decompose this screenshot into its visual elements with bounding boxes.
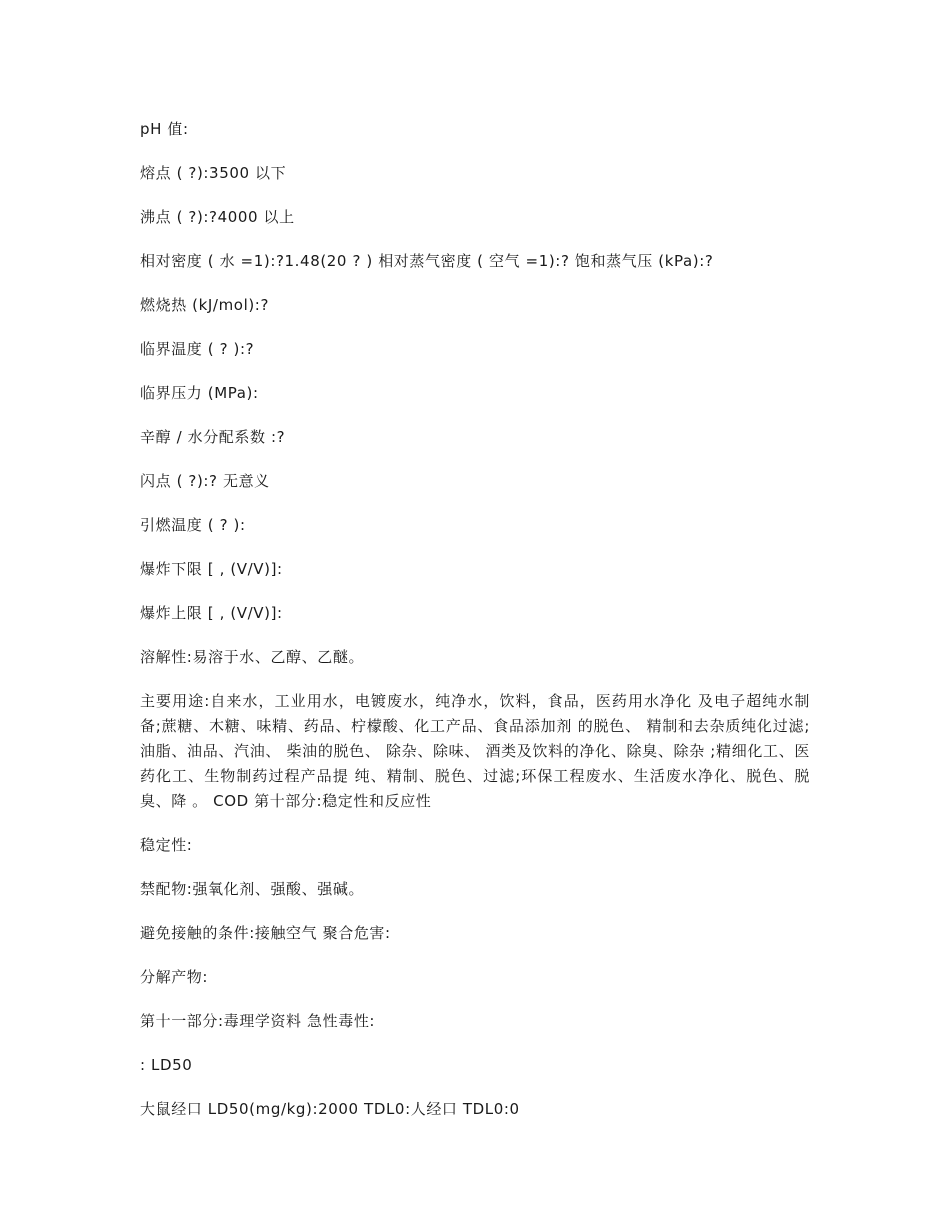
critical-pressure-line: 临界压力 (MPa): [140, 384, 259, 402]
upper-explosive-limit-line: 爆炸上限 [ , (V/V)]: [140, 604, 283, 622]
solubility-line: 溶解性:易溶于水、乙醇、乙醚。 [140, 648, 365, 666]
combustion-heat-line: 燃烧热 (kJ/mol):? [140, 296, 270, 314]
decomposition-products-line: 分解产物: [140, 968, 209, 986]
ph-value-line: pH 值: [140, 120, 189, 138]
main-usage-paragraph: 主要用途:自来水，工业用水，电镀废水，纯净水，饮料，食品，医药用水净化 及电子超纯水制备;蔗糖、木糖、味精、药品、柠檬酸、化工产品、食品添加剂 的脱色、 精制和去杂质纯化过滤; 油脂、油品、汽油、 柴油的脱色、 除杂、除味、 酒类及饮料的净化、除臭、除杂 ;精细化工、医药化工、生物制药过程产品提 纯、精制、脱色、过滤;环保工程废水、生活废水净化、脱色、脱臭、降 。 COD 第十部分:稳定性和反应性 [140, 692, 810, 810]
partition-coefficient-line: 辛醇 / 水分配系数 :? [140, 428, 286, 446]
lower-explosive-limit-line: 爆炸下限 [ , (V/V)]: [140, 560, 283, 578]
stability-line: 稳定性: [140, 836, 193, 854]
incompatible-materials-line: 禁配物:强氧化剂、强酸、强碱。 [140, 880, 365, 898]
rat-oral-ld50-line: 大鼠经口 LD50(mg/kg):2000 TDL0:人经口 TDL0:0 [140, 1100, 520, 1118]
boiling-point-line: 沸点 ( ?):?4000 以上 [140, 208, 295, 226]
relative-density-line: 相对密度 ( 水 =1):?1.48(20 ? ) 相对蒸气密度 ( 空气 =1):? 饱和蒸气压 (kPa):? [140, 252, 714, 270]
avoid-conditions-line: 避免接触的条件:接触空气 聚合危害: [140, 924, 391, 942]
critical-temperature-line: 临界温度 ( ? ):? [140, 340, 255, 358]
toxicology-section-line: 第十一部分:毒理学资料 急性毒性: [140, 1012, 376, 1030]
document-page [140, 117, 810, 1141]
flash-point-line: 闪点 ( ?):? 无意义 [140, 472, 270, 490]
ignition-temperature-line: 引燃温度 ( ? ): [140, 516, 246, 534]
ld50-line: : LD50 [140, 1056, 193, 1074]
melting-point-line: 熔点 ( ?):3500 以下 [140, 164, 287, 182]
